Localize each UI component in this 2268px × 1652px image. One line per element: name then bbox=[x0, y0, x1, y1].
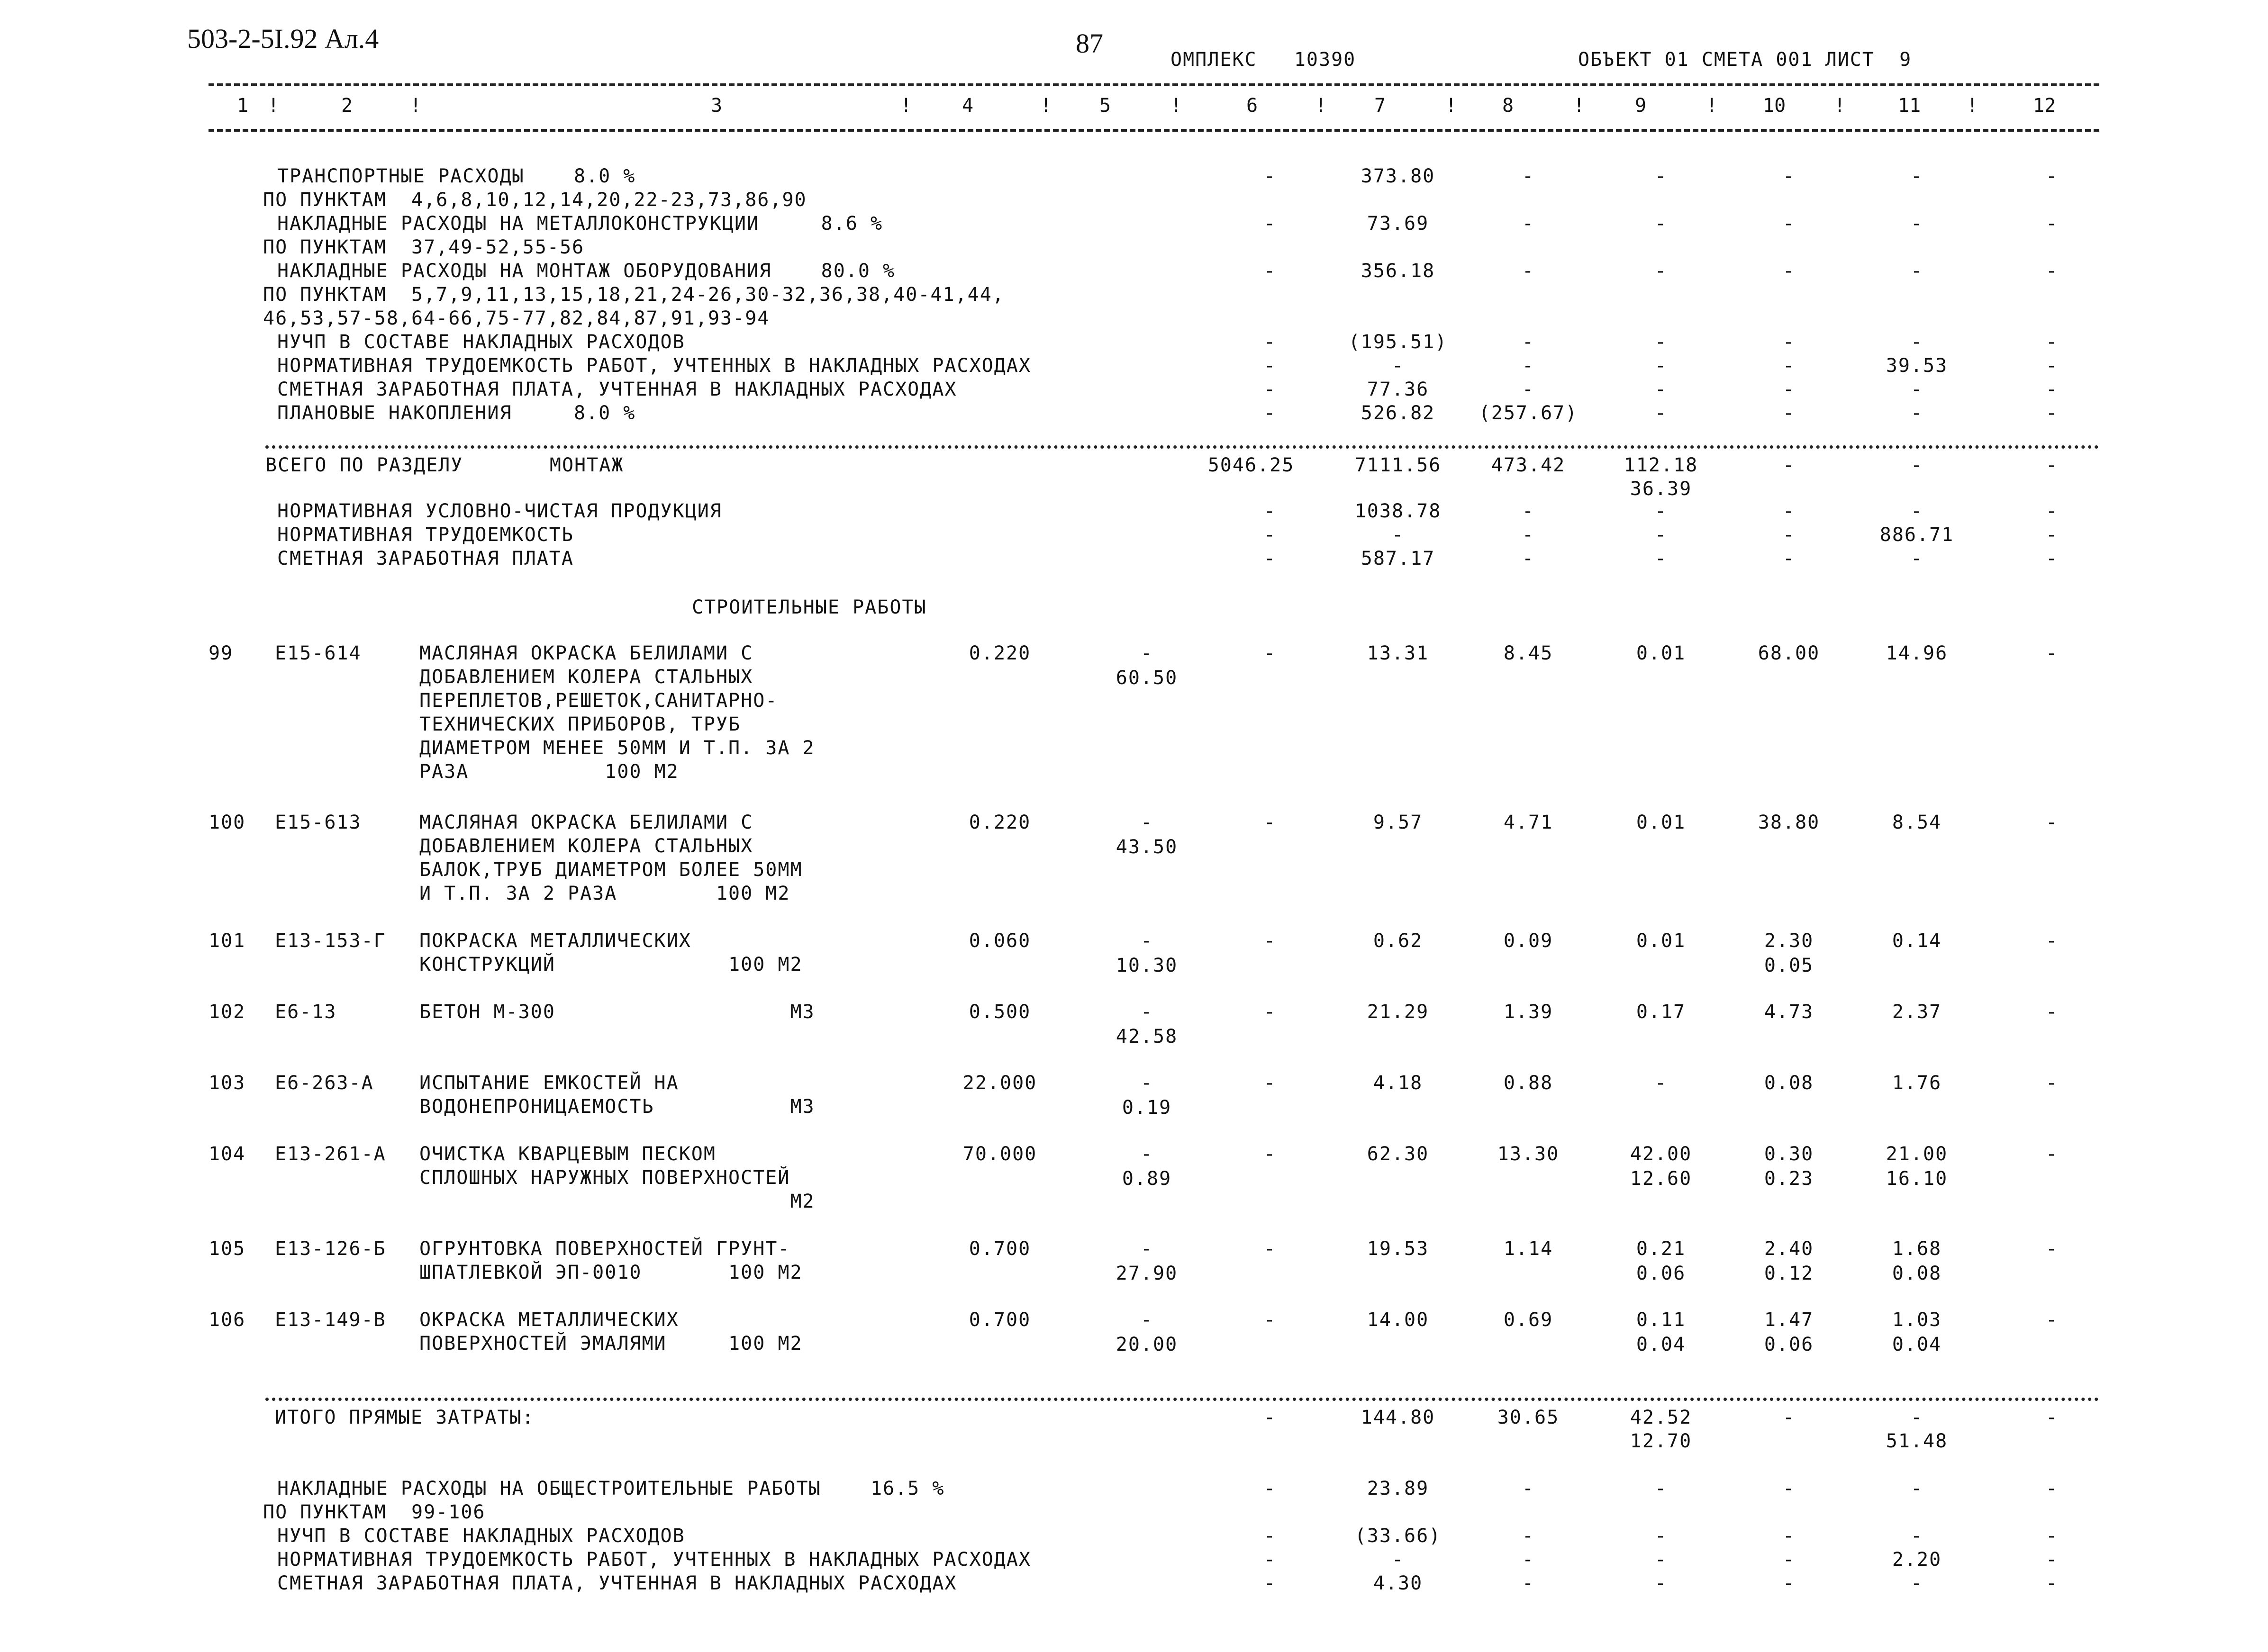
cell-c6: - bbox=[1263, 548, 1277, 569]
cell-c9: 0.01 bbox=[1636, 642, 1686, 664]
cell-c10: - bbox=[1782, 379, 1796, 400]
item-description: ДОБАВЛЕНИЕМ КОЛЕРА СТАЛЬНЫХ bbox=[419, 666, 753, 688]
summary-line: ПЛАНОВЫЕ НАКОПЛЕНИЯ 8.0 % bbox=[277, 402, 636, 424]
cell-c10: 0.30 bbox=[1764, 1143, 1814, 1165]
cell-c10: 68.00 bbox=[1758, 642, 1820, 664]
cell-c8: - bbox=[1522, 1525, 1535, 1547]
norm-line: СМЕТНАЯ ЗАРАБОТНАЯ ПЛАТА bbox=[277, 548, 574, 569]
cell-c11: - bbox=[1910, 454, 1923, 476]
cell-c8: (257.67) bbox=[1479, 402, 1578, 424]
cell-c11: - bbox=[1910, 213, 1923, 235]
cell-c10: - bbox=[1782, 1478, 1796, 1499]
column-number: 9 bbox=[1635, 95, 1647, 117]
cell-c10: 2.40 bbox=[1764, 1238, 1814, 1260]
cell-c8: 1.14 bbox=[1503, 1238, 1553, 1260]
cell-c5: - bbox=[1140, 1309, 1153, 1331]
cell-c7: 77.36 bbox=[1367, 379, 1429, 400]
summary-line: НОРМАТИВНАЯ ТРУДОЕМКОСТЬ РАБОТ, УЧТЕННЫХ В НАКЛАДНЫХ РАСХОДАХ bbox=[277, 355, 1032, 377]
cell-c11: - bbox=[1910, 260, 1923, 282]
cell-c7: 144.80 bbox=[1361, 1407, 1435, 1428]
header-rule-top bbox=[209, 83, 2099, 86]
cell-c10: - bbox=[1782, 1525, 1796, 1547]
cell-c12: - bbox=[2045, 402, 2059, 424]
cell-c11: - bbox=[1910, 331, 1923, 353]
cell-c6: - bbox=[1263, 1238, 1277, 1260]
cell-c9: 0.11 bbox=[1636, 1309, 1686, 1331]
cell-c11: - bbox=[1910, 379, 1923, 400]
cell-c11: 1.76 bbox=[1892, 1072, 1942, 1094]
cell-c11: 0.14 bbox=[1892, 930, 1942, 952]
cell-c9: - bbox=[1654, 1572, 1668, 1594]
cell-c7: 9.57 bbox=[1373, 812, 1423, 833]
cell-c6: - bbox=[1263, 812, 1277, 833]
cell-c7: 0.62 bbox=[1373, 930, 1423, 952]
item-number: 100 bbox=[209, 812, 246, 833]
cell-c5: - bbox=[1140, 642, 1153, 664]
cell-c10: 1.47 bbox=[1764, 1309, 1814, 1331]
item-number: 105 bbox=[209, 1238, 246, 1260]
cell-c8: 1.39 bbox=[1503, 1001, 1553, 1023]
cell-c9: - bbox=[1654, 260, 1668, 282]
item-description: МАСЛЯНАЯ ОКРАСКА БЕЛИЛАМИ С bbox=[419, 812, 753, 833]
cell-c11: 14.96 bbox=[1886, 642, 1948, 664]
cell-c7: 14.00 bbox=[1367, 1309, 1429, 1331]
item-code: Е13-153-Г bbox=[275, 930, 386, 952]
column-divider: ! bbox=[1170, 95, 1182, 117]
cell-c8: 0.09 bbox=[1503, 930, 1553, 952]
item-description: ШПАТЛЕВКОЙ ЭП-0010 100 М2 bbox=[419, 1262, 803, 1283]
cell-c6: - bbox=[1263, 1478, 1277, 1499]
doc-code: 503-2-5I.92 Ал.4 bbox=[187, 23, 379, 54]
cell-c7: 7111.56 bbox=[1354, 454, 1442, 476]
cell-c11: - bbox=[1910, 165, 1923, 187]
cell-c12: - bbox=[2045, 1143, 2059, 1165]
cell-c7: 1038.78 bbox=[1354, 500, 1442, 522]
cell-c6: - bbox=[1263, 1143, 1277, 1165]
cell-c10: - bbox=[1782, 548, 1796, 569]
cell-c9: - bbox=[1654, 402, 1668, 424]
cell-c8: - bbox=[1522, 213, 1535, 235]
cell-c6: - bbox=[1263, 379, 1277, 400]
cell-c10: - bbox=[1782, 1407, 1796, 1428]
column-number: 5 bbox=[1099, 95, 1111, 117]
cell-c12: - bbox=[2045, 165, 2059, 187]
dotted-rule bbox=[265, 1398, 2099, 1401]
column-number: 12 bbox=[2033, 95, 2056, 117]
item-description: ОКРАСКА МЕТАЛЛИЧЕСКИХ bbox=[419, 1309, 679, 1331]
cell-c9: 42.00 bbox=[1630, 1143, 1692, 1165]
cell-c11: 39.53 bbox=[1886, 355, 1948, 377]
cell-c12: - bbox=[2045, 1572, 2059, 1594]
summary-line: ПО ПУНКТАМ 37,49-52,55-56 bbox=[263, 236, 585, 258]
cell-c8: - bbox=[1522, 165, 1535, 187]
cell-c6: - bbox=[1263, 1072, 1277, 1094]
cell-c7: - bbox=[1391, 524, 1405, 546]
column-divider: ! bbox=[1706, 95, 1718, 117]
cell-c12: - bbox=[2045, 500, 2059, 522]
cell-c12: - bbox=[2045, 812, 2059, 833]
item-description: И Т.П. ЗА 2 РАЗА 100 М2 bbox=[419, 883, 790, 904]
cell-c11: - bbox=[1910, 1572, 1923, 1594]
cell-c6: - bbox=[1263, 1407, 1277, 1428]
item-description: МАСЛЯНАЯ ОКРАСКА БЕЛИЛАМИ С bbox=[419, 642, 753, 664]
cell-c6: - bbox=[1263, 642, 1277, 664]
cell-c12: - bbox=[2045, 213, 2059, 235]
cell-c12: - bbox=[2045, 1525, 2059, 1547]
cell-c4: 22.000 bbox=[962, 1072, 1037, 1094]
cell-c8: - bbox=[1522, 500, 1535, 522]
cell-c10: - bbox=[1782, 331, 1796, 353]
item-number: 102 bbox=[209, 1001, 246, 1023]
cell-c9: - bbox=[1654, 331, 1668, 353]
cell-c7: - bbox=[1391, 1549, 1405, 1571]
cell-c8: - bbox=[1522, 355, 1535, 377]
cell-c5: 0.19 bbox=[1122, 1097, 1172, 1119]
cell-c5: - bbox=[1140, 1001, 1153, 1023]
item-description: ПЕРЕПЛЕТОВ,РЕШЕТОК,САНИТАРНО- bbox=[419, 690, 778, 712]
cell-c8: 0.88 bbox=[1503, 1072, 1553, 1094]
cell-c5: - bbox=[1140, 812, 1153, 833]
cell-c10: 4.73 bbox=[1764, 1001, 1814, 1023]
cell-c8: 473.42 bbox=[1491, 454, 1566, 476]
column-divider: ! bbox=[1967, 95, 1978, 117]
column-number: 10 bbox=[1763, 95, 1786, 117]
item-description: ИСПЫТАНИЕ ЕМКОСТЕЙ НА bbox=[419, 1072, 679, 1094]
cell-c9b: 0.06 bbox=[1636, 1263, 1686, 1284]
cell-c7: 4.18 bbox=[1373, 1072, 1423, 1094]
cell-c8: - bbox=[1522, 260, 1535, 282]
cell-c8: 8.45 bbox=[1503, 642, 1553, 664]
cell-c11b: 51.48 bbox=[1886, 1430, 1948, 1452]
cell-c9: 112.18 bbox=[1624, 454, 1698, 476]
cell-c7: 21.29 bbox=[1367, 1001, 1429, 1023]
cell-c7: (33.66) bbox=[1354, 1525, 1442, 1547]
cell-c6: - bbox=[1263, 1309, 1277, 1331]
cell-c10b: 0.12 bbox=[1764, 1263, 1814, 1284]
cell-c4: 0.220 bbox=[969, 812, 1031, 833]
summary-line: НОРМАТИВНАЯ ТРУДОЕМКОСТЬ РАБОТ, УЧТЕННЫХ В НАКЛАДНЫХ РАСХОДАХ bbox=[277, 1549, 1032, 1571]
cell-c6: - bbox=[1263, 500, 1277, 522]
cell-c4: 0.500 bbox=[969, 1001, 1031, 1023]
item-description: РАЗА 100 М2 bbox=[419, 761, 679, 783]
cell-c9b: 0.04 bbox=[1636, 1334, 1686, 1355]
item-description: ТЕХНИЧЕСКИХ ПРИБОРОВ, ТРУБ bbox=[419, 713, 741, 735]
cell-c10: - bbox=[1782, 355, 1796, 377]
summary-line: СМЕТНАЯ ЗАРАБОТНАЯ ПЛАТА, УЧТЕННАЯ В НАКЛАДНЫХ РАСХОДАХ bbox=[277, 1572, 957, 1594]
cell-c5: 27.90 bbox=[1116, 1263, 1178, 1284]
cell-c9: - bbox=[1654, 213, 1668, 235]
cell-c6: - bbox=[1263, 165, 1277, 187]
cell-c11: 2.37 bbox=[1892, 1001, 1942, 1023]
cell-c6: - bbox=[1263, 331, 1277, 353]
summary-line: ПО ПУНКТАМ 5,7,9,11,13,15,18,21,24-26,30-32,36,38,40-41,44, bbox=[263, 284, 1005, 306]
cell-c12: - bbox=[2045, 1407, 2059, 1428]
cell-c6: - bbox=[1263, 1572, 1277, 1594]
cell-c10: - bbox=[1782, 1549, 1796, 1571]
item-description: ПОКРАСКА МЕТАЛЛИЧЕСКИХ bbox=[419, 930, 691, 952]
cell-c9: 42.52 bbox=[1630, 1407, 1692, 1428]
cell-c4: 0.700 bbox=[969, 1238, 1031, 1260]
column-divider: ! bbox=[410, 95, 422, 117]
item-description: СПЛОШНЫХ НАРУЖНЫХ ПОВЕРХНОСТЕЙ bbox=[419, 1167, 790, 1189]
summary-line: ТРАНСПОРТНЫЕ РАСХОДЫ 8.0 % bbox=[277, 165, 636, 187]
cell-c6: - bbox=[1263, 1525, 1277, 1547]
column-number: 3 bbox=[711, 95, 723, 117]
cell-c9: 0.01 bbox=[1636, 812, 1686, 833]
column-number: 11 bbox=[1898, 95, 1921, 117]
norm-line: НОРМАТИВНАЯ УСЛОВНО-ЧИСТАЯ ПРОДУКЦИЯ bbox=[277, 500, 722, 522]
cell-c7: 13.31 bbox=[1367, 642, 1429, 664]
item-code: Е13-126-Б bbox=[275, 1238, 386, 1260]
item-description: ОГРУНТОВКА ПОВЕРХНОСТЕЙ ГРУНТ- bbox=[419, 1238, 790, 1260]
cell-c5: 10.30 bbox=[1116, 955, 1178, 976]
cell-c11: 1.68 bbox=[1892, 1238, 1942, 1260]
cell-c7: 373.80 bbox=[1361, 165, 1435, 187]
column-number: 4 bbox=[962, 95, 974, 117]
cell-c4: 0.220 bbox=[969, 642, 1031, 664]
item-number: 103 bbox=[209, 1072, 246, 1094]
cell-c12: - bbox=[2045, 930, 2059, 952]
summary-line: НУЧП В СОСТАВЕ НАКЛАДНЫХ РАСХОДОВ bbox=[277, 1525, 685, 1547]
cell-c11: 886.71 bbox=[1879, 524, 1954, 546]
cell-c10: - bbox=[1782, 454, 1796, 476]
complex-id: ОМПЛЕКС 10390 bbox=[1170, 49, 1356, 71]
cell-c6: - bbox=[1263, 355, 1277, 377]
cell-c12: - bbox=[2045, 524, 2059, 546]
cell-c7: 73.69 bbox=[1367, 213, 1429, 235]
cell-c12: - bbox=[2045, 260, 2059, 282]
cell-c9: - bbox=[1654, 379, 1668, 400]
cell-c5: - bbox=[1140, 1072, 1153, 1094]
cell-c5: 0.89 bbox=[1122, 1168, 1172, 1190]
cell-c9b: 12.60 bbox=[1630, 1168, 1692, 1190]
cell-c8: 4.71 bbox=[1503, 812, 1553, 833]
cell-c12: - bbox=[2045, 355, 2059, 377]
cell-c11: - bbox=[1910, 1478, 1923, 1499]
column-number: 7 bbox=[1374, 95, 1386, 117]
item-code: Е15-614 bbox=[275, 642, 362, 664]
cell-c10: - bbox=[1782, 524, 1796, 546]
page-number: 87 bbox=[1076, 28, 1103, 59]
cell-c9: 0.17 bbox=[1636, 1001, 1686, 1023]
column-number: 6 bbox=[1246, 95, 1258, 117]
cell-c9: 0.21 bbox=[1636, 1238, 1686, 1260]
cell-c8: 30.65 bbox=[1497, 1407, 1560, 1428]
column-divider: ! bbox=[900, 95, 912, 117]
cell-c4: 70.000 bbox=[962, 1143, 1037, 1165]
cell-c10: - bbox=[1782, 500, 1796, 522]
cell-c8: 0.69 bbox=[1503, 1309, 1553, 1331]
column-divider: ! bbox=[1315, 95, 1327, 117]
cell-c6: - bbox=[1263, 930, 1277, 952]
cell-c12: - bbox=[2045, 548, 2059, 569]
item-description: КОНСТРУКЦИЙ 100 М2 bbox=[419, 954, 803, 975]
cell-c10: 2.30 bbox=[1764, 930, 1814, 952]
cell-c12: - bbox=[2045, 642, 2059, 664]
column-number: 8 bbox=[1502, 95, 1514, 117]
cell-c11: - bbox=[1910, 402, 1923, 424]
item-code: Е13-261-А bbox=[275, 1143, 386, 1165]
cell-c9: - bbox=[1654, 548, 1668, 569]
cell-c11: 8.54 bbox=[1892, 812, 1942, 833]
cell-c12: - bbox=[2045, 1309, 2059, 1331]
cell-c11: - bbox=[1910, 1407, 1923, 1428]
cell-c5: - bbox=[1140, 1238, 1153, 1260]
section-total-label: ВСЕГО ПО РАЗДЕЛУ МОНТАЖ bbox=[265, 454, 624, 476]
item-code: Е6-13 bbox=[275, 1001, 337, 1023]
cell-c11: 21.00 bbox=[1886, 1143, 1948, 1165]
cell-c5: 60.50 bbox=[1116, 667, 1178, 689]
direct-total-label: ИТОГО ПРЯМЫЕ ЗАТРАТЫ: bbox=[275, 1407, 535, 1428]
cell-c7: 19.53 bbox=[1367, 1238, 1429, 1260]
cell-c7: 23.89 bbox=[1367, 1478, 1429, 1499]
cell-c11b: 0.04 bbox=[1892, 1334, 1942, 1355]
summary-line: НАКЛАДНЫЕ РАСХОДЫ НА МОНТАЖ ОБОРУДОВАНИЯ 80.0 % bbox=[277, 260, 896, 282]
cell-c12: - bbox=[2045, 1238, 2059, 1260]
cell-c8: - bbox=[1522, 1572, 1535, 1594]
cell-c5: 42.58 bbox=[1116, 1026, 1178, 1047]
column-divider: ! bbox=[268, 95, 280, 117]
column-divider: ! bbox=[1834, 95, 1846, 117]
cell-c9: - bbox=[1654, 1072, 1668, 1094]
section-title: СТРОИТЕЛЬНЫЕ РАБОТЫ bbox=[692, 596, 927, 618]
cell-c11: 1.03 bbox=[1892, 1309, 1942, 1331]
item-code: Е15-613 bbox=[275, 812, 362, 833]
cell-c12: - bbox=[2045, 1478, 2059, 1499]
cell-c10: - bbox=[1782, 165, 1796, 187]
cell-c12: - bbox=[2045, 1001, 2059, 1023]
summary-line: НАКЛАДНЫЕ РАСХОДЫ НА МЕТАЛЛОКОНСТРУКЦИИ 8.6 % bbox=[277, 213, 883, 235]
cell-c6: - bbox=[1263, 402, 1277, 424]
cell-c8: - bbox=[1522, 1478, 1535, 1499]
item-description: ПОВЕРХНОСТЕЙ ЭМАЛЯМИ 100 М2 bbox=[419, 1333, 803, 1354]
cell-c11: - bbox=[1910, 548, 1923, 569]
cell-c4: 0.700 bbox=[969, 1309, 1031, 1331]
item-code: Е6-263-А bbox=[275, 1072, 374, 1094]
cell-c9: - bbox=[1654, 1525, 1668, 1547]
cell-c6: 5046.25 bbox=[1207, 454, 1295, 476]
cell-c7: 62.30 bbox=[1367, 1143, 1429, 1165]
summary-line: ПО ПУНКТАМ 99-106 bbox=[263, 1501, 486, 1523]
item-description: БАЛОК,ТРУБ ДИАМЕТРОМ БОЛЕЕ 50ММ bbox=[419, 859, 803, 881]
cell-c9: - bbox=[1654, 1549, 1668, 1571]
column-divider: ! bbox=[1445, 95, 1457, 117]
cell-c8: - bbox=[1522, 1549, 1535, 1571]
item-description: ДИАМЕТРОМ МЕНЕЕ 50ММ И Т.П. ЗА 2 bbox=[419, 737, 815, 759]
cell-c12: - bbox=[2045, 1549, 2059, 1571]
cell-c12: - bbox=[2045, 1072, 2059, 1094]
item-number: 104 bbox=[209, 1143, 246, 1165]
summary-line: НАКЛАДНЫЕ РАСХОДЫ НА ОБЩЕСТРОИТЕЛЬНЫЕ РАБОТЫ 16.5 % bbox=[277, 1478, 945, 1499]
header-rule-bottom bbox=[209, 129, 2099, 132]
cell-c9: - bbox=[1654, 165, 1668, 187]
item-description: БЕТОН М-300 М3 bbox=[419, 1001, 815, 1023]
cell-c10b: 0.06 bbox=[1764, 1334, 1814, 1355]
cell-c9: - bbox=[1654, 355, 1668, 377]
cell-c9: - bbox=[1654, 1478, 1668, 1499]
cell-c5: - bbox=[1140, 930, 1153, 952]
cell-c7: 587.17 bbox=[1361, 548, 1435, 569]
cell-c11: - bbox=[1910, 1525, 1923, 1547]
cell-c10: - bbox=[1782, 1572, 1796, 1594]
column-divider: ! bbox=[1573, 95, 1585, 117]
cell-c5: 20.00 bbox=[1116, 1334, 1178, 1355]
cell-c12: - bbox=[2045, 331, 2059, 353]
cell-c12: - bbox=[2045, 379, 2059, 400]
column-number: 2 bbox=[341, 95, 353, 117]
cell-c9b: 36.39 bbox=[1630, 478, 1692, 500]
cell-c10: 0.08 bbox=[1764, 1072, 1814, 1094]
cell-c8: - bbox=[1522, 524, 1535, 546]
cell-c10: - bbox=[1782, 260, 1796, 282]
cell-c10b: 0.05 bbox=[1764, 955, 1814, 976]
cell-c7: 356.18 bbox=[1361, 260, 1435, 282]
cell-c7: (195.51) bbox=[1348, 331, 1448, 353]
cell-c9: - bbox=[1654, 524, 1668, 546]
cell-c8: 13.30 bbox=[1497, 1143, 1560, 1165]
cell-c11b: 16.10 bbox=[1886, 1168, 1948, 1190]
item-number: 106 bbox=[209, 1309, 246, 1331]
item-number: 101 bbox=[209, 930, 246, 952]
cell-c8: - bbox=[1522, 331, 1535, 353]
cell-c11: - bbox=[1910, 500, 1923, 522]
item-description: ДОБАВЛЕНИЕМ КОЛЕРА СТАЛЬНЫХ bbox=[419, 835, 753, 857]
cell-c10: - bbox=[1782, 402, 1796, 424]
cell-c11b: 0.08 bbox=[1892, 1263, 1942, 1284]
cell-c7: 526.82 bbox=[1361, 402, 1435, 424]
cell-c6: - bbox=[1263, 524, 1277, 546]
cell-c12: - bbox=[2045, 454, 2059, 476]
item-code: Е13-149-В bbox=[275, 1309, 386, 1331]
cell-c7: - bbox=[1391, 355, 1405, 377]
summary-line: НУЧП В СОСТАВЕ НАКЛАДНЫХ РАСХОДОВ bbox=[277, 331, 685, 353]
cell-c6: - bbox=[1263, 1001, 1277, 1023]
item-description: ВОДОНЕПРОНИЦАЕМОСТЬ М3 bbox=[419, 1096, 815, 1118]
summary-line: 46,53,57-58,64-66,75-77,82,84,87,91,93-94 bbox=[263, 307, 770, 329]
cell-c10b: 0.23 bbox=[1764, 1168, 1814, 1190]
cell-c10: 38.80 bbox=[1758, 812, 1820, 833]
cell-c11: 2.20 bbox=[1892, 1549, 1942, 1571]
cell-c6: - bbox=[1263, 213, 1277, 235]
cell-c5: - bbox=[1140, 1143, 1153, 1165]
cell-c9: 0.01 bbox=[1636, 930, 1686, 952]
item-description: ОЧИСТКА КВАРЦЕВЫМ ПЕСКОМ bbox=[419, 1143, 716, 1165]
cell-c6: - bbox=[1263, 260, 1277, 282]
cell-c9: - bbox=[1654, 500, 1668, 522]
cell-c4: 0.060 bbox=[969, 930, 1031, 952]
cell-c9b: 12.70 bbox=[1630, 1430, 1692, 1452]
cell-c8: - bbox=[1522, 379, 1535, 400]
cell-c7: 4.30 bbox=[1373, 1572, 1423, 1594]
cell-c6: - bbox=[1263, 1549, 1277, 1571]
norm-line: НОРМАТИВНАЯ ТРУДОЕМКОСТЬ bbox=[277, 524, 574, 546]
item-description: М2 bbox=[419, 1191, 815, 1212]
summary-line: СМЕТНАЯ ЗАРАБОТНАЯ ПЛАТА, УЧТЕННАЯ В НАКЛАДНЫХ РАСХОДАХ bbox=[277, 379, 957, 400]
column-divider: ! bbox=[1040, 95, 1052, 117]
cell-c10: - bbox=[1782, 213, 1796, 235]
column-number: 1 bbox=[237, 95, 249, 117]
cell-c5: 43.50 bbox=[1116, 836, 1178, 858]
object-sheet: ОБЪЕКТ 01 СМЕТА 001 ЛИСТ 9 bbox=[1578, 49, 1912, 71]
item-number: 99 bbox=[209, 642, 234, 664]
dotted-rule bbox=[265, 445, 2099, 449]
cell-c8: - bbox=[1522, 548, 1535, 569]
summary-line: ПО ПУНКТАМ 4,6,8,10,12,14,20,22-23,73,86,90 bbox=[263, 189, 807, 211]
